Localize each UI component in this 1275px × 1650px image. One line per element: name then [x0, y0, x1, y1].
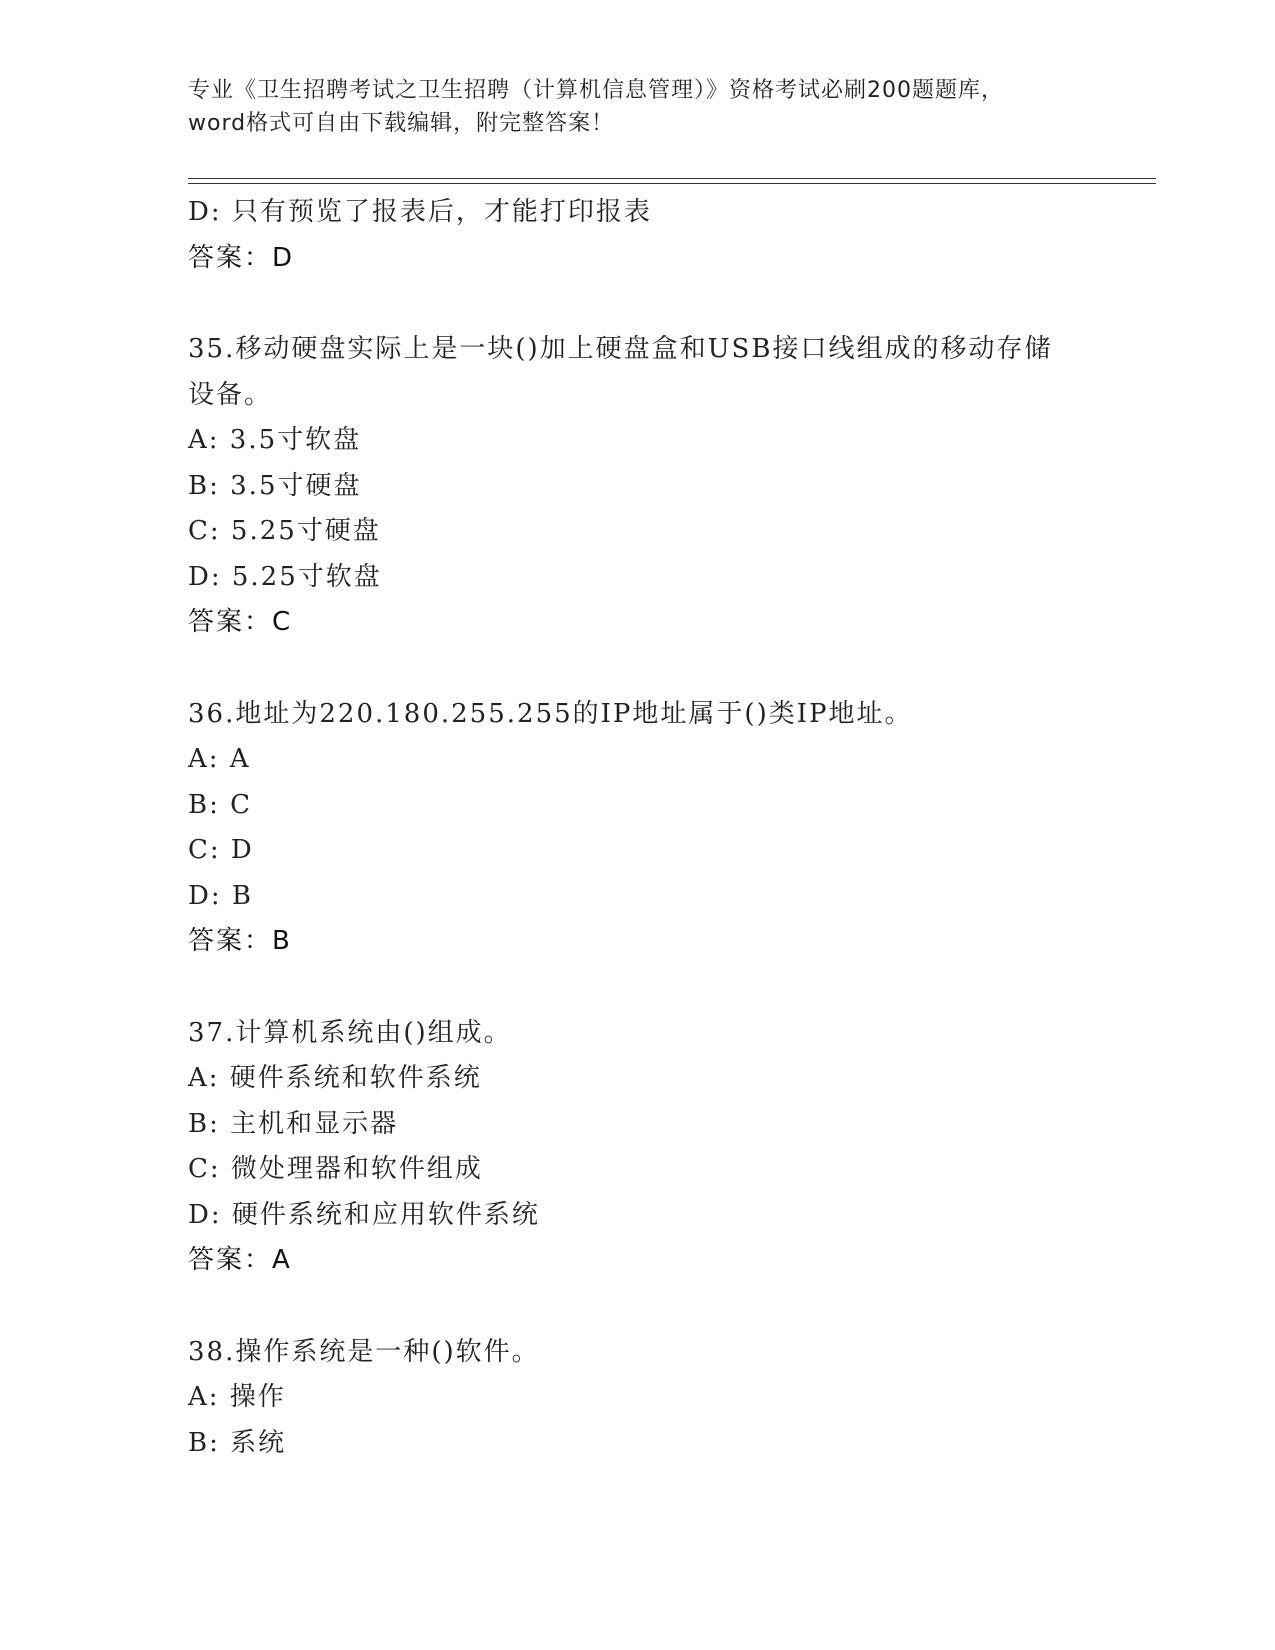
- header-divider-top: [188, 178, 1156, 179]
- spacer: [188, 965, 1088, 1011]
- question-text-line-1: 地址为220.180.255.255的IP地址属于()类IP地址。: [235, 698, 913, 729]
- option-a: A: A: [188, 744, 251, 774]
- question-37: [188, 1011, 1088, 1284]
- header-line-2: word格式可自由下载编辑，附完整答案！: [188, 111, 615, 136]
- header-line-1: 专业《卫生招聘考试之卫生招聘（计算机信息管理）》资格考试必刷200题题库，: [188, 78, 1004, 103]
- option-b: B: C: [188, 789, 253, 820]
- answer: 答案：B: [188, 926, 292, 956]
- question-text-line-1: 移动硬盘实际上是一块()加上硬盘盒和USB接口线组成的移动存储: [235, 334, 1053, 364]
- answer: 答案：C: [188, 607, 293, 637]
- question-number: 37.: [188, 1017, 236, 1048]
- option-a: A: 操作: [188, 1382, 286, 1412]
- header-divider-bottom: [188, 183, 1156, 184]
- carryover-option-d: D: 只有预览了报表后，才能打印报表: [188, 197, 652, 227]
- option-a: A: 3.5寸软盘: [188, 425, 362, 455]
- option-a: A: 硬件系统和软件系统: [188, 1063, 482, 1093]
- question-number: 38.: [188, 1336, 236, 1367]
- option-b: B: 系统: [188, 1427, 287, 1458]
- question-36: [188, 692, 1088, 965]
- option-b: B: 主机和显示器: [188, 1108, 399, 1139]
- spacer: [188, 281, 1088, 327]
- spacer: [188, 646, 1088, 692]
- question-text-line-2: 设备。: [188, 379, 273, 410]
- answer: 答案：A: [188, 1245, 292, 1275]
- question-stem: [188, 1011, 1088, 1057]
- option-d: D: 硬件系统和应用软件系统: [188, 1199, 540, 1230]
- question-number: 35.: [188, 334, 236, 364]
- option-c: C: D: [188, 835, 254, 865]
- option-d: D: 5.25寸软盘: [188, 561, 382, 592]
- document-body: [188, 190, 1088, 1466]
- question-35: [188, 327, 1088, 646]
- question-stem: [188, 327, 1088, 373]
- option-d: D: B: [188, 880, 253, 911]
- carryover-answer: 答案：D: [188, 242, 295, 273]
- document-header: [188, 74, 1088, 140]
- question-38: [188, 1330, 1088, 1467]
- question-number: 36.: [188, 698, 236, 729]
- option-c: C: 微处理器和软件组成: [188, 1154, 483, 1184]
- option-b: B: 3.5寸硬盘: [188, 470, 362, 501]
- question-text-line-1: 计算机系统由()组成。: [235, 1017, 512, 1048]
- question-text-line-1: 操作系统是一种()软件。: [235, 1336, 540, 1367]
- option-c: C: 5.25寸硬盘: [188, 516, 381, 546]
- question-stem: [188, 692, 1088, 738]
- spacer: [188, 1284, 1088, 1330]
- question-stem: [188, 1330, 1088, 1376]
